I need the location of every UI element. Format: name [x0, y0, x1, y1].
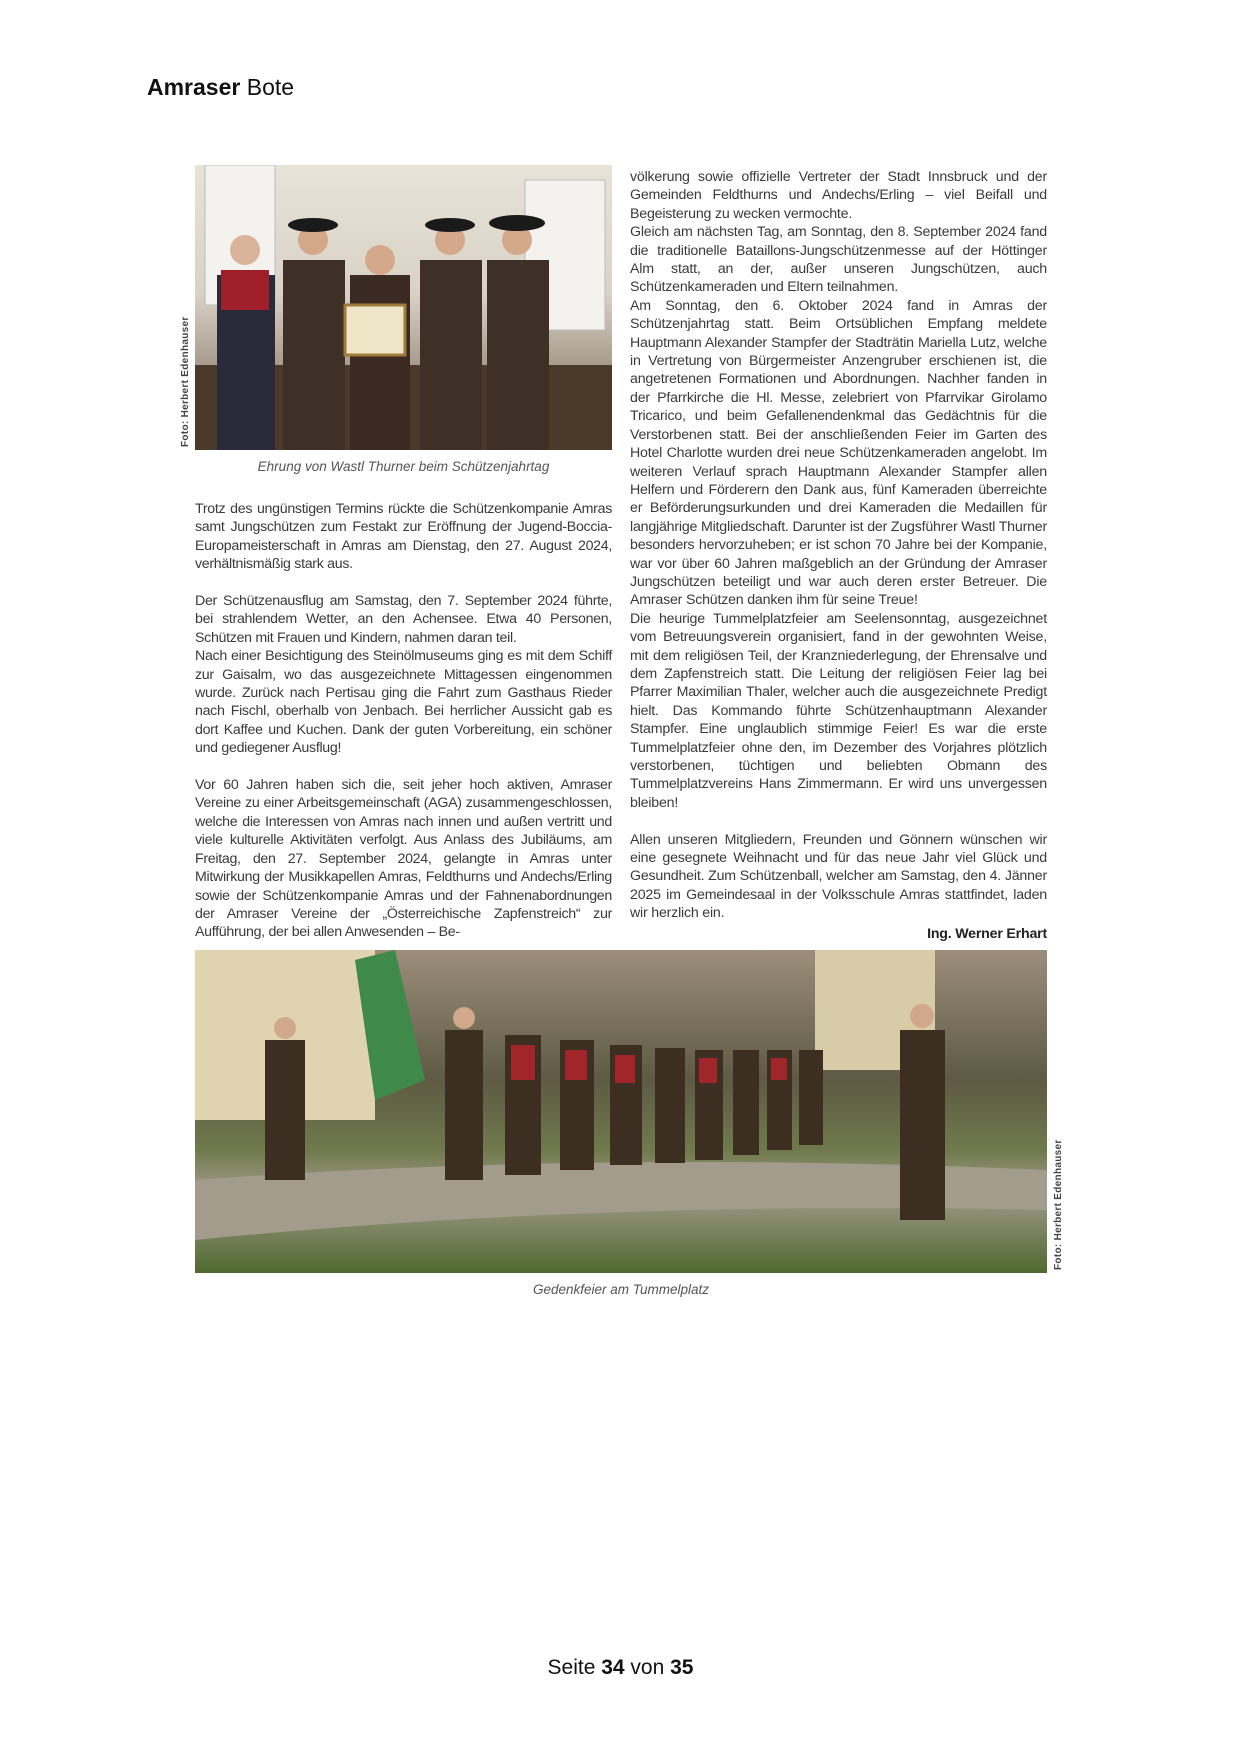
paragraph: Vor 60 Jahren haben sich die, seit jeher hoch aktiven, Amraser Vereine zu einer Arbeitsgemeinschaft (AGA) zusammengeschlossen, welche die Interessen von Amras nach innen und außen vertritt und viele kulturelle Aktivitäten verfolgt. Aus Anlass des Jubiläums, am Freitag, den 27. September 2024, gelangte in Amras unter Mitwirkung der Musikkapellen Amras, Feldthurns und Andechs/Erling sowie der Schützenkompanie Amras und der Fahnenabordnungen der Amraser Vereine der „Österreichische Zapfenstreich“ zur Aufführung, der bei allen Anwesenden – Be-: [195, 777, 612, 941]
paragraph: Gleich am nächsten Tag, am Sonntag, den 8. September 2024 fand die traditionelle Bataillons-Jungschützenmesse auf der Höttinger Alm statt, an der, außer unseren Jungschützen, auch Schützenkameraden und Eltern teilnahmen.: [630, 224, 1047, 296]
photo-memorial-ceremony: [195, 950, 1047, 1273]
article-right-column: [630, 168, 1047, 943]
current-page: 34: [601, 1656, 625, 1679]
photo-credit: Foto: Herbert Edenhauser: [1053, 1139, 1064, 1270]
article-left-column: [195, 500, 612, 942]
paragraph: völkerung sowie offizielle Vertreter der Stadt Innsbruck und der Gemeinden Feldthurns und Andechs/Erling – viel Beifall und Begeisterung zu wecken vermochte.: [630, 169, 1047, 222]
total-pages: 35: [670, 1656, 694, 1679]
photo-credit: Foto: Herbert Edenhauser: [180, 316, 191, 447]
paragraph: Am Sonntag, den 6. Oktober 2024 fand in Amras der Schützenjahrtag statt. Beim Ortsüblichen Empfang meldete Hauptmann Alexander Stampfer der Stadträtin Mariella Lutz, welche in Vertretung von Bürgermeister Anzengruber erschienen ist, die angetretenen Formationen und Abordnungen. Nachher fanden in der Pfarrkirche die Hl. Messe, zelebriert von Pfarrvikar Girolamo Tricarico, und beim Gefallenendenkmal das Gedächtnis für die Verstorbenen statt. Bei der anschließenden Feier im Garten des Hotel Charlotte wurden drei neue Schützenkameraden angelobt. Im weiteren Verlauf sprach Hauptmann Alexander Stampfer allen Helfern und Förderern den Dank aus, fünf Kameraden überreichte er Beförderungsurkunden und drei Kameraden die Medaillen für langjährige Mitgliedschaft. Darunter ist der Zugsführer Wastl Thurner besonders hervorzuheben; er ist schon 70 Jahre bei der Kompanie, war vor über 60 Jahren maßgeblich an der Gründung der Amraser Jungschützen beteiligt und war auch deren erster Betreuer. Die Amraser Schützen danken ihm für seine Treue!: [630, 297, 1047, 609]
photo-honoring-ceremony: [195, 165, 612, 450]
page-separator: von: [624, 1656, 671, 1679]
page-label: Seite: [547, 1656, 602, 1679]
formation-photo-illustration: [195, 950, 1047, 1273]
paragraph: Die heurige Tummelplatzfeier am Seelensonntag, ausgezeichnet vom Betreuungsverein organisiert, fand in der gewohnten Weise, mit dem religiösen Teil, der Kranzniederlegung, der Ehrensalve und dem Zapfenstreich statt. Die Leitung der religiösen Feier lag bei Pfarrer Maximilian Thaler, welcher auch die ausgezeichnete Predigt hielt. Das Kommando führte Schützenhauptmann Alexander Stampfer. Eine unglaublich stimmige Feier! Es war die erste Tummelplatzfeier ohne den, im Dezember des Vorjahres plötzlich verstorbenen, tüchtigen und beliebten Obmann des Tummelplatzvereins Hans Zimmermann. Er wird uns unvergessen bleiben!: [630, 610, 1047, 811]
paragraph: Trotz des ungünstigen Termins rückte die Schützenkompanie Amras samt Jungschützen zum Festakt zur Eröffnung der Jugend-Boccia-Europameisterschaft in Amras am Dienstag, den 27. August 2024, verhältnismäßig stark aus.: [195, 501, 612, 573]
publication-title: [147, 74, 294, 101]
paragraph: Allen unseren Mitgliedern, Freunden und Gönnern wünschen wir eine gesegnete Weihnacht und für das neue Jahr viel Glück und Gesundheit. Zum Schützenball, welcher am Samstag, den 4. Jänner 2025 im Gemeindesaal in der Volksschule Amras stattfindet, laden wir herzlich ein.: [630, 831, 1047, 922]
title-rest: Bote: [240, 74, 295, 100]
title-bold: Amraser: [147, 74, 241, 100]
page-number: [0, 1656, 1241, 1680]
paragraph: Der Schützenausflug am Samstag, den 7. September 2024 führte, bei strahlendem Wetter, an den Achensee. Etwa 40 Personen, Schützen mit Frauen und Kindern, nahmen daran teil.: [195, 593, 612, 646]
group-photo-illustration: [195, 165, 612, 450]
photo-caption: Gedenkfeier am Tummelplatz: [532, 1282, 710, 1297]
paragraph: Nach einer Besichtigung des Steinölmuseums ging es mit dem Schiff zur Gaisalm, wo das ausgezeichnete Mittagessen eingenommen wurde. Zurück nach Pertisau ging die Fahrt zum Gasthaus Rieder nach Fischl, oberhalb von Jenbach. Bei herrlicher Aussicht gab es dort Kaffee und Kuchen. Dank der guten Vorbereitung, ein schöner und gediegener Ausflug!: [195, 648, 612, 757]
photo-caption: Ehrung von Wastl Thurner beim Schützenjahrtag: [257, 459, 550, 474]
author-signature: Ing. Werner Erhart: [927, 925, 1047, 942]
